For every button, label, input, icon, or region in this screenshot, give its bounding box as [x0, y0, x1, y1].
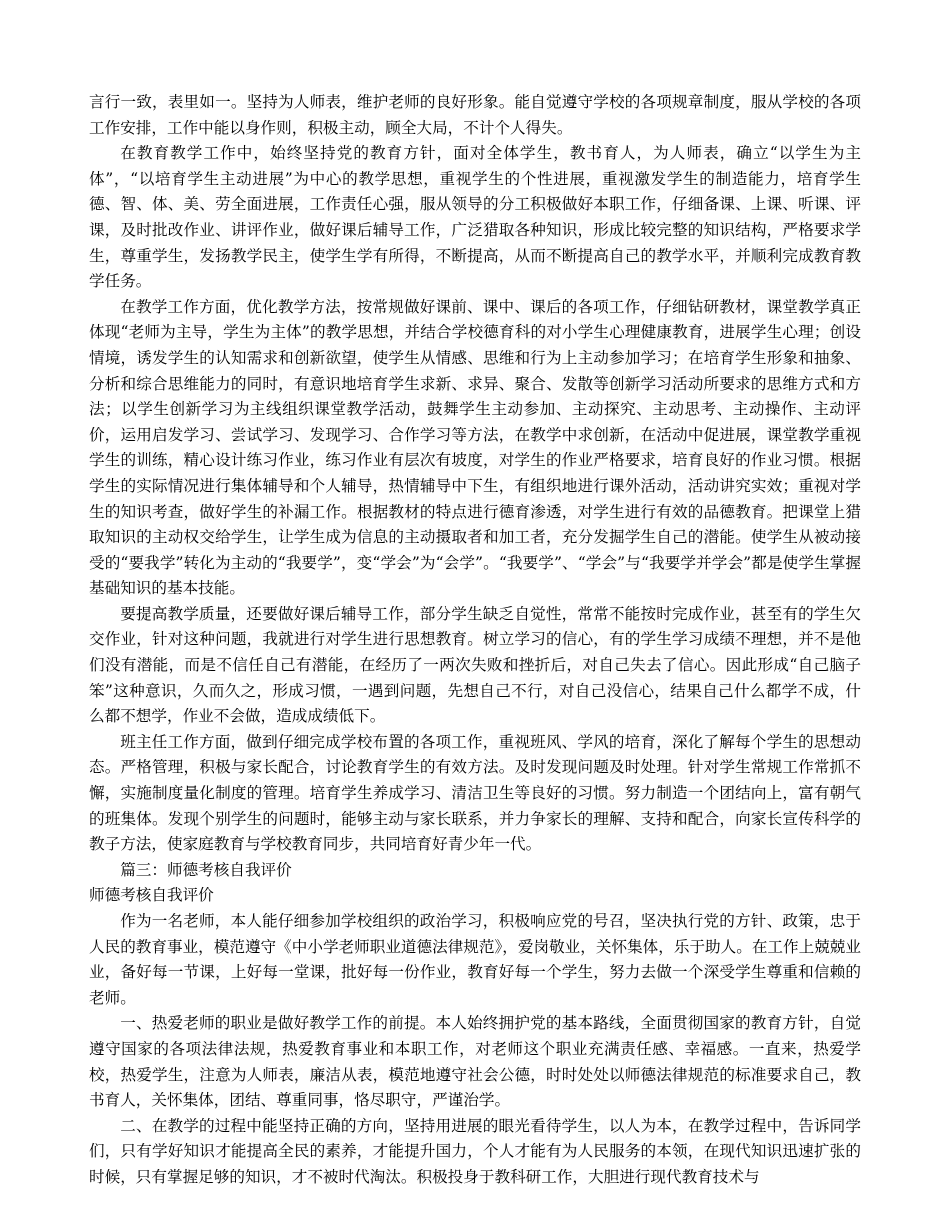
paragraph-2: 在教育教学工作中，始终坚持党的教育方针，面对全体学生，教书育人，为人师表，确立“以学生为主体”，“以培育学生主动进展”为中心的教学思想，重视学生的个性进展，重视激发学生的制造能力，培育学生德、智、体、美、劳全面进展，工作责任心强，服从领导的分工积极做好本职工作，仔细备课、上课、听课、评课，及时批改作业、讲评作业，做好课后辅导工作，广泛猎取各种知识，形成比较完整的知识结构，严格要求学生，尊重学生，发扬教学民主，使学生学有所得，不断提高，从而不断提高自己的教学水平，并顺利完成教育教学任务。	[89, 144, 861, 291]
paragraph-4: 要提高教学质量，还要做好课后辅导工作，部分学生缺乏自觉性，常常不能按时完成作业，甚至有的学生欠交作业，针对这种问题，我就进行对学生进行思想教育。树立学习的信心，有的学生学习成绩不理想，并不是他们没有潜能，而是不信任自己有潜能，在经历了一两次失败和挫折后，对自己失去了信心。因此形成“自己脑子笨”这种意识，久而久之，形成习惯，一遇到问题，先想自己不行，对自己没信心，结果自己什么都学不成，什么都不想学，作业不会做，造成成绩低下。	[89, 604, 861, 726]
paragraph-6: 作为一名老师，本人能仔细参加学校组织的政治学习，积极响应党的号召，坚决执行党的方针、政策，忠于人民的教育事业，模范遵守《中小学老师职业道德法律规范》，爱岗敬业，关怀集体，乐于助人。在工作上兢兢业业，备好每一节课，上好每一堂课，批好每一份作业，教育好每一个学生，努力去做一个深受学生尊重和信赖的老师。	[89, 912, 861, 1007]
document-title: 师德考核自我评价	[89, 886, 214, 905]
paragraph-8: 二、在教学的过程中能坚持正确的方向，坚持用进展的眼光看待学生，以人为本，在教学过程中，告诉同学们，只有学好知识才能提高全民的素养，才能提升国力，个人才能有为人民服务的本领，在现代知识迅速扩张的时候，只有掌握足够的知识，才不被时代淘汰。积极投身于教科研工作，大胆进行现代教育技术与	[89, 1116, 861, 1186]
section-heading: 篇三：师德考核自我评价	[120, 860, 292, 879]
document-page	[89, 90, 861, 1191]
paragraph-7: 一、热爱老师的职业是做好教学工作的前提。本人始终拥护党的基本路线，全面贯彻国家的教育方针，自觉遵守国家的各项法律法规，热爱教育事业和本职工作，对老师这个职业充满责任感、幸福感。一直来，热爱学校，热爱学生，注意为人师表，廉洁从表，模范地遵守社会公德，时时处处以师德法律规范的标准要求自己，教书育人，关怀集体，团结、尊重同事，恪尽职守，严谨治学。	[89, 1014, 861, 1110]
paragraph-5: 班主任工作方面，做到仔细完成学校布置的各项工作，重视班风、学风的培育，深化了解每个学生的思想动态。严格管理，积极与家长配合，讨论教育学生的有效方法。及时发现问题及时处理。针对学生常规工作常抓不懈，实施制度量化制度的管理。培育学生养成学习、清洁卫生等良好的习惯。努力制造一个团结向上，富有朝气的班集体。发现个别学生的问题时，能够主动与家长联系，并力争家长的理解、支持和配合，向家长宣传科学的教子方法，使家庭教育与学校教育同步，共同培育好青少年一代。	[89, 732, 861, 854]
paragraph-3: 在教学工作方面，优化教学方法，按常规做好课前、课中、课后的各项工作，仔细钻研教材，课堂教学真正体现“老师为主导，学生为主体”的教学思想，并结合学校德育科的对小学生心理健康教育，进展学生心理；创设情境，诱发学生的认知需求和创新欲望，使学生从情感、思维和行为上主动参加学习；在培育学生形象和抽象、分析和综合思维能力的同时，有意识地培育学生求新、求异、聚合、发散等创新学习活动所要求的思维方式和方法；以学生创新学习为主线组织课堂教学活动，鼓舞学生主动参加、主动探究、主动思考、主动操作、主动评价，运用启发学习、尝试学习、发现学习、合作学习等方法，在教学中求创新，在活动中促进展，课堂教学重视学生的训练，精心设计练习作业，练习作业有层次有坡度，对学生的作业严格要求，培育良好的作业习惯。根据学生的实际情况进行集体辅导和个人辅导，热情辅导中下生，有组织地进行课外活动，活动讲究实效；重视对学生的知识考查，做好学生的补漏工作。根据教材的特点进行德育渗透，对学生进行有效的品德教育。把课堂上猎取知识的主动权交给学生，让学生成为信息的主动摄取者和加工者，充分发掘学生自己的潜能。使学生从被动接受的“要我学”转化为主动的“我要学”，变“学会”为“会学”。“我要学”、“学会”与“我要学并学会”都是使学生掌握基础知识的基本技能。	[89, 297, 861, 598]
paragraph-1: 言行一致，表里如一。坚持为人师表，维护老师的良好形象。能自觉遵守学校的各项规章制度，服从学校的各项工作安排，工作中能以身作则，积极主动，顾全大局，不计个人得失。	[89, 93, 861, 137]
